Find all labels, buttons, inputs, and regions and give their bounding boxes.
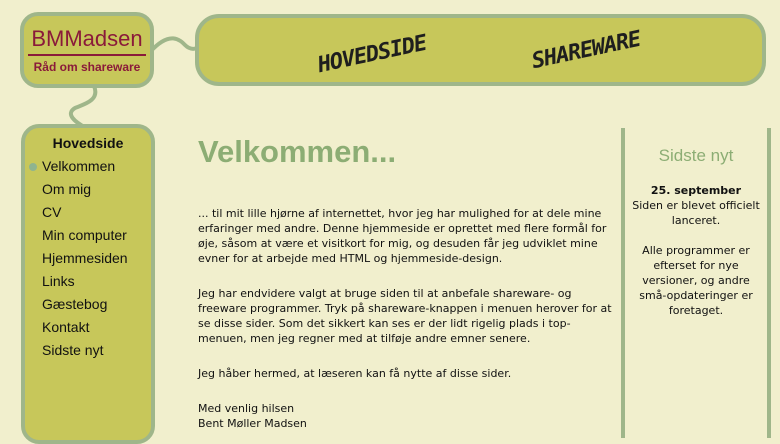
side-menu-item-sidste-nyt[interactable] (25, 339, 151, 362)
active-bullet-icon (29, 163, 37, 171)
top-menu-hovedside[interactable]: HOVEDSIDE (315, 30, 429, 79)
logo-tagline: Råd om shareware (33, 60, 141, 74)
side-menu-label: Kontakt (42, 319, 90, 335)
news-item-text: Siden er blevet officielt lanceret. (632, 199, 760, 227)
closing-paragraph: Jeg håber hermed, at læseren kan få nytte af disse sider. (198, 367, 512, 380)
main-content (198, 130, 618, 431)
top-menu (195, 14, 766, 86)
site-logo[interactable] (20, 12, 154, 88)
side-menu-item-velkommen[interactable] (25, 155, 151, 178)
news-heading: Sidste nyt (658, 146, 734, 165)
top-menu-shareware[interactable]: SHAREWARE (529, 26, 643, 75)
page-title: Velkommen... (198, 134, 397, 169)
side-menu-label: Gæstebog (42, 296, 108, 312)
side-menu-label: Velkommen (42, 158, 116, 174)
logo-divider (28, 54, 146, 56)
news-item (625, 183, 767, 228)
side-menu-label: CV (42, 204, 62, 220)
side-menu-item-hjemmesiden[interactable] (25, 247, 151, 270)
side-menu-item-links[interactable] (25, 270, 151, 293)
side-menu-item-gaestebog[interactable] (25, 293, 151, 316)
logo-name: BMMadsen (31, 26, 143, 51)
side-menu-item-om-mig[interactable] (25, 178, 151, 201)
news-date: 25. september (650, 184, 742, 197)
side-menu-label: Sidste nyt (42, 342, 104, 358)
side-menu-heading: Hovedside (52, 135, 124, 151)
side-menu-label: Links (42, 273, 75, 289)
side-menu-item-min-computer[interactable] (25, 224, 151, 247)
side-menu-label: Min computer (42, 227, 127, 243)
shareware-paragraph: Jeg har endvidere valgt at bruge siden til at anbefale shareware- og freeware programmer. Tryk på shareware-knappen i menuen herover for at se disse sider. Som det sikkert kan ses er der lidt rigelig plads i top-menuen, men jeg regner med at tilføje andre emner senere. (198, 287, 612, 345)
side-menu-label: Hjemmesiden (42, 250, 128, 266)
intro-paragraph: ... til mit lille hjørne af internettet, hvor jeg har mulighed for at dele mine erfaringer med andre. Denne hjemmeside er oprettet med flere formål for øje, såsom at være et visitkort for mig, og desuden får jeg udviklet mine evner for at arbejde med HTML og hjemmeside-design. (198, 207, 607, 265)
side-menu-label: Om mig (42, 181, 91, 197)
news-sidebar (621, 128, 771, 438)
news-item-text: Alle programmer er efterset for nye versioner, og andre små-opdateringer er foretaget. (639, 244, 753, 317)
side-menu-item-kontakt[interactable] (25, 316, 151, 339)
side-menu-item-cv[interactable] (25, 201, 151, 224)
signature: Bent Møller Madsen (198, 417, 307, 430)
greeting: Med venlig hilsen (198, 402, 295, 415)
side-menu (21, 124, 155, 444)
